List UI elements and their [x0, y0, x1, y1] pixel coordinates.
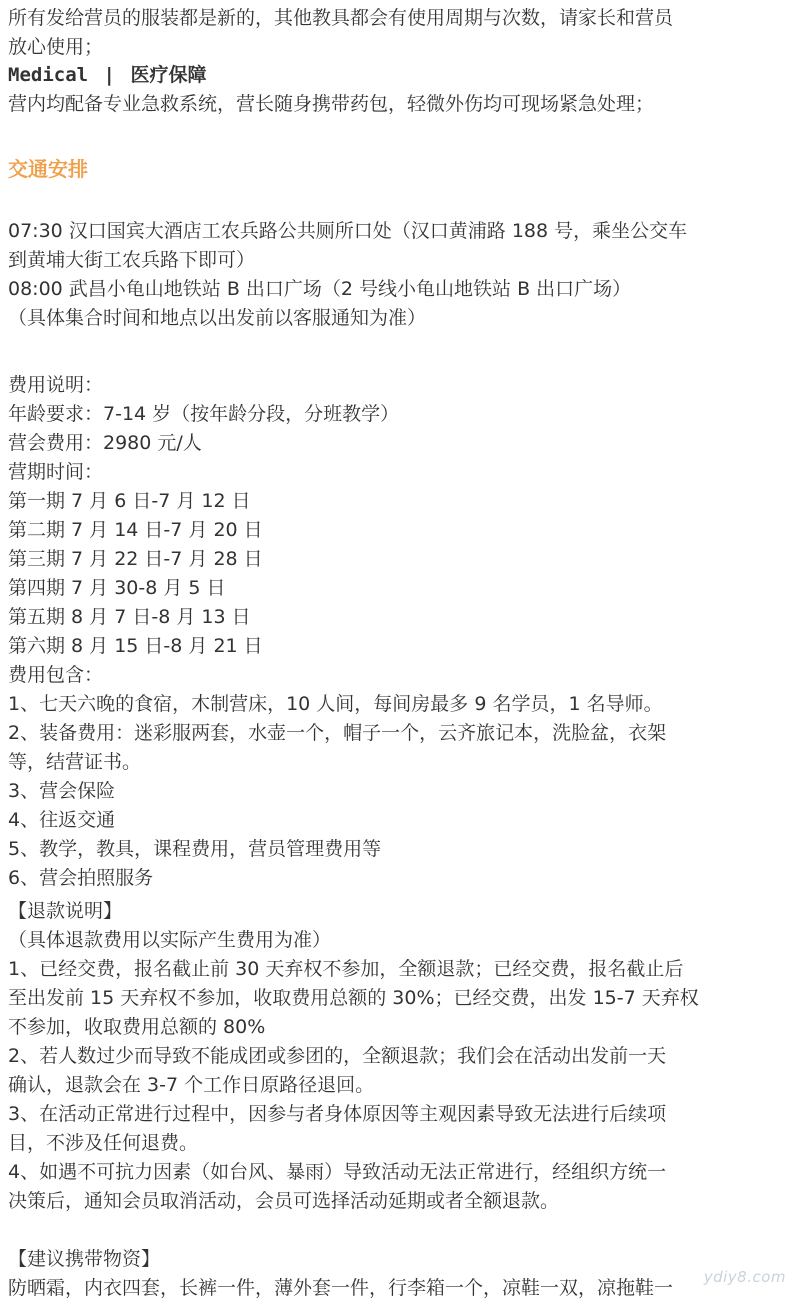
fees-section [8, 371, 666, 893]
fees-age-requirement: 年龄要求：7-14 岁（按年龄分段，分班教学） [8, 403, 400, 425]
medical-text: 营内均配备专业急救系统，营长随身携带药包，轻微外伤均可现场紧急处理； [8, 93, 655, 115]
session-item: 第四期 7 月 30-8 月 5 日 [8, 577, 226, 599]
refund-line: 2、若人数过少而导致不能成团或参团的，全额退款；我们会在活动出发前一天 [8, 1045, 667, 1067]
transport-line: 08:00 武昌小龟山地铁站 B 出口广场（2 号线小龟山地铁站 B 出口广场） [8, 278, 632, 300]
session-item: 第六期 8 月 15 日-8 月 21 日 [8, 635, 263, 657]
carry-line: 防晒霜，内衣四套，长裤一件，薄外套一件，行李箱一个，凉鞋一双，凉拖鞋一 [8, 1277, 674, 1299]
session-item: 第五期 8 月 7 日-8 月 13 日 [8, 606, 251, 628]
transport-line: 07:30 汉口国宾大酒店工农兵路公共厕所口处（汉口黄浦路 188 号，乘坐公交车 [8, 220, 688, 242]
medical-heading [8, 62, 206, 88]
refund-line: 不参加，收取费用总额的 80% [8, 1016, 266, 1038]
refund-line: 4、如遇不可抗力因素（如台风、暴雨）导致活动无法正常进行，经组织方统一 [8, 1161, 667, 1183]
site-watermark: ydiy8.com [703, 1268, 786, 1286]
refund-line: 至出发前 15 天弃权不参加，收取费用总额的 30%；已经交费，出发 15-7 天弃权 [8, 987, 699, 1009]
carry-section [8, 1245, 673, 1303]
fees-price: 营会费用：2980 元/人 [8, 432, 202, 454]
refund-line: 目，不涉及任何退费。 [8, 1132, 199, 1154]
refund-note: （具体退款费用以实际产生费用为准） [8, 929, 332, 951]
fees-heading: 费用说明： [8, 374, 104, 396]
includes-item: 6、营会拍照服务 [8, 867, 154, 889]
transport-line: 到黄埔大街工农兵路下即可） [8, 249, 256, 271]
includes-item: 3、营会保险 [8, 780, 116, 802]
refund-heading: 【退款说明】 [8, 900, 123, 922]
refund-line: 1、已经交费，报名截止前 30 天弃权不参加，全额退款；已经交费，报名截止后 [8, 958, 684, 980]
carry-heading: 【建议携带物资】 [8, 1248, 161, 1270]
includes-item: 等，结营证书。 [8, 751, 142, 773]
includes-item: 1、七天六晚的食宿，木制营床，10 人间，每间房最多 9 名学员，1 名导师。 [8, 693, 663, 715]
refund-line: 确认，退款会在 3-7 个工作日原路径退回。 [8, 1074, 375, 1096]
medical-title-cn: 医疗保障 [130, 64, 207, 86]
includes-item: 5、教学，教具，课程费用，营员管理费用等 [8, 838, 382, 860]
session-item: 第一期 7 月 6 日-7 月 12 日 [8, 490, 251, 512]
refund-line: 3、在活动正常进行过程中，因参与者身体原因等主观因素导致无法进行后续项 [8, 1103, 667, 1125]
fees-schedule-heading: 营期时间： [8, 461, 104, 483]
refund-section [8, 897, 699, 1216]
includes-item: 4、往返交通 [8, 809, 116, 831]
transport-heading: 交通安排 [8, 157, 88, 181]
title-separator: | [103, 64, 115, 86]
transport-section [8, 217, 687, 333]
intro-paragraph [8, 4, 794, 62]
transport-line: （具体集合时间和地点以出发前以客服通知为准） [8, 307, 427, 329]
intro-line: 放心使用； [8, 36, 104, 58]
intro-line: 所有发给营员的服装都是新的，其他教具都会有使用周期与次数，请家长和营员 [8, 7, 674, 29]
refund-line: 决策后，通知会员取消活动，会员可选择活动延期或者全额退款。 [8, 1190, 560, 1212]
session-item: 第二期 7 月 14 日-7 月 20 日 [8, 519, 263, 541]
fees-includes-heading: 费用包含： [8, 664, 104, 686]
includes-item: 2、装备费用：迷彩服两套，水壶一个，帽子一个，云齐旅记本，洗脸盆，衣架 [8, 722, 667, 744]
session-item: 第三期 7 月 22 日-7 月 28 日 [8, 548, 263, 570]
medical-title-en: Medical [8, 64, 89, 86]
